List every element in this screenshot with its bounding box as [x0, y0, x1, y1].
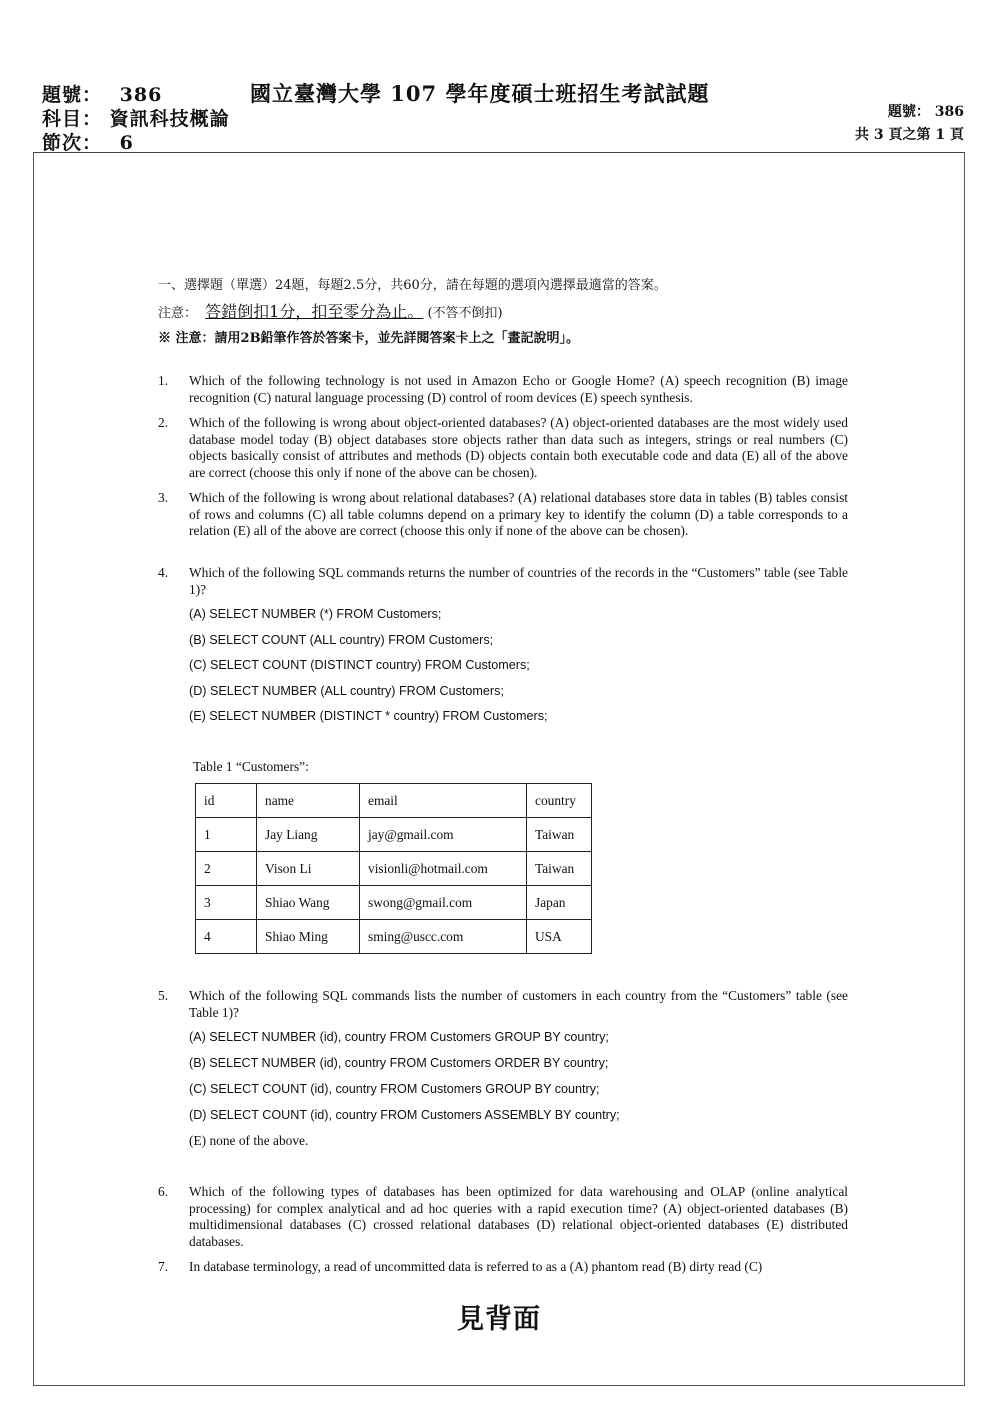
table-header-cell: country: [527, 784, 592, 818]
question-1: [158, 373, 848, 406]
subject-value: 資訊科技概論: [109, 108, 230, 130]
question-5: [158, 988, 848, 1021]
question-number: 3.: [158, 490, 169, 505]
table-caption: Table 1 “Customers”:: [193, 759, 309, 774]
q4-option-d: (D) SELECT NUMBER (ALL country) FROM Customers;: [189, 684, 504, 698]
table-header-cell: email: [360, 784, 527, 818]
table-row: [196, 886, 592, 920]
instruction-notice-label: 注意：: [158, 306, 198, 321]
question-text: Which of the following is wrong about object-oriented databases? (A) object-oriented databases are the most widely used database model today (B) object databases store objects rather than data such as integers, strings or real numbers (C) objects basically consist of attributes and methods (D) objects contain both executable code and data (E) all of the above are correct (choose this only if none of the above can be chosen).: [189, 415, 848, 480]
q4-option-c: (C) SELECT COUNT (DISTINCT country) FROM Customers;: [189, 658, 530, 672]
table-cell: 2: [196, 852, 257, 886]
question-number-label: 題號：: [42, 84, 103, 106]
instruction-line-3: ※ 注意：請用2B鉛筆作答於答案卡，並先詳閱答案卡上之「畫記說明」。: [158, 331, 580, 346]
right-question-number: 題號： 386: [887, 104, 964, 120]
instruction-line-2: [158, 299, 503, 322]
question-2: [158, 415, 848, 481]
question-text: Which of the following SQL commands lists the number of customers in each country from the “Customers” table (see Table 1)?: [189, 988, 848, 1020]
table-cell: Shiao Wang: [257, 886, 360, 920]
table-header-cell: name: [257, 784, 360, 818]
table-cell: Taiwan: [527, 818, 592, 852]
page-info: 共 3 頁之第 1 頁: [855, 127, 964, 143]
subject-label: 科目：: [42, 108, 103, 130]
question-number-row: [42, 80, 162, 107]
question-4: [158, 565, 848, 598]
q4-option-e: (E) SELECT NUMBER (DISTINCT * country) FROM Customers;: [189, 709, 548, 723]
table-cell: sming@uscc.com: [360, 920, 527, 954]
table-row: [196, 818, 592, 852]
question-number: 6.: [158, 1184, 169, 1199]
q5-option-e: (E) none of the above.: [189, 1133, 309, 1148]
see-reverse-note: 見背面: [457, 1304, 541, 1335]
table-cell: 3: [196, 886, 257, 920]
question-number-value: 386: [119, 84, 163, 106]
table-row: [196, 852, 592, 886]
table-header-cell: id: [196, 784, 257, 818]
q4-option-a: (A) SELECT NUMBER (*) FROM Customers;: [189, 607, 442, 621]
question-text: Which of the following is wrong about relational databases? (A) relational databases store data in tables (B) tables consist of rows and columns (C) all table columns depend on a primary key to identify the column (D) a table corresponds to a relation (E) all of the above are correct (choose this only if none of the above can be chosen).: [189, 490, 848, 538]
table-cell: visionli@hotmail.com: [360, 852, 527, 886]
question-3: [158, 490, 848, 540]
question-number: 1.: [158, 373, 169, 388]
q4-option-b: (B) SELECT COUNT (ALL country) FROM Customers;: [189, 633, 494, 647]
table-cell: Jay Liang: [257, 818, 360, 852]
question-number: 5.: [158, 988, 169, 1003]
instruction-penalty-note: (不答不倒扣): [427, 306, 503, 321]
table-cell: USA: [527, 920, 592, 954]
instruction-line-1: 一、選擇題（單選）24題，每題2.5分，共60分，請在每題的選項內選擇最適當的答案。: [158, 278, 667, 293]
subject-row: [42, 104, 230, 131]
question-text: Which of the following types of databases has been optimized for data warehousing and OLAP (online analytical processing) for complex analytical and ad hoc queries with a rapid execution time? (A) object-oriented databases (B) multidimensional databases (C) crossed relational databases (D) relational object-oriented databases (E) distributed databases.: [189, 1184, 848, 1249]
period-row: [42, 128, 134, 155]
question-7: [158, 1259, 848, 1276]
q5-option-a: (A) SELECT NUMBER (id), country FROM Customers GROUP BY country;: [189, 1030, 609, 1044]
q5-option-b: (B) SELECT NUMBER (id), country FROM Customers ORDER BY country;: [189, 1056, 609, 1070]
question-number: 2.: [158, 415, 169, 430]
table-cell: swong@gmail.com: [360, 886, 527, 920]
q5-option-c: (C) SELECT COUNT (id), country FROM Customers GROUP BY country;: [189, 1082, 600, 1096]
table-cell: 4: [196, 920, 257, 954]
customers-table: [195, 783, 592, 954]
q5-option-d: (D) SELECT COUNT (id), country FROM Customers ASSEMBLY BY country;: [189, 1108, 620, 1122]
question-number: 4.: [158, 565, 169, 580]
period-label: 節次：: [42, 132, 103, 154]
table-header-row: [196, 784, 592, 818]
exam-title: 國立臺灣大學 107 學年度碩士班招生考試試題: [250, 81, 710, 106]
table-row: [196, 920, 592, 954]
question-text: In database terminology, a read of uncommitted data is referred to as a (A) phantom read (B) dirty read (C): [189, 1259, 763, 1274]
question-6: [158, 1184, 848, 1250]
table-cell: 1: [196, 818, 257, 852]
table-cell: jay@gmail.com: [360, 818, 527, 852]
table-cell: Vison Li: [257, 852, 360, 886]
question-number: 7.: [158, 1259, 169, 1274]
instruction-penalty: 答錯倒扣1分，扣至零分為止。: [205, 302, 424, 321]
table-cell: Shiao Ming: [257, 920, 360, 954]
table-cell: Taiwan: [527, 852, 592, 886]
period-value: 6: [119, 132, 134, 154]
table-cell: Japan: [527, 886, 592, 920]
question-text: Which of the following SQL commands returns the number of countries of the records in the “Customers” table (see Table 1)?: [189, 565, 848, 597]
question-text: Which of the following technology is not used in Amazon Echo or Google Home? (A) speech recognition (B) image recognition (C) natural language processing (D) control of room devices (E) speech synthesis.: [189, 373, 848, 405]
